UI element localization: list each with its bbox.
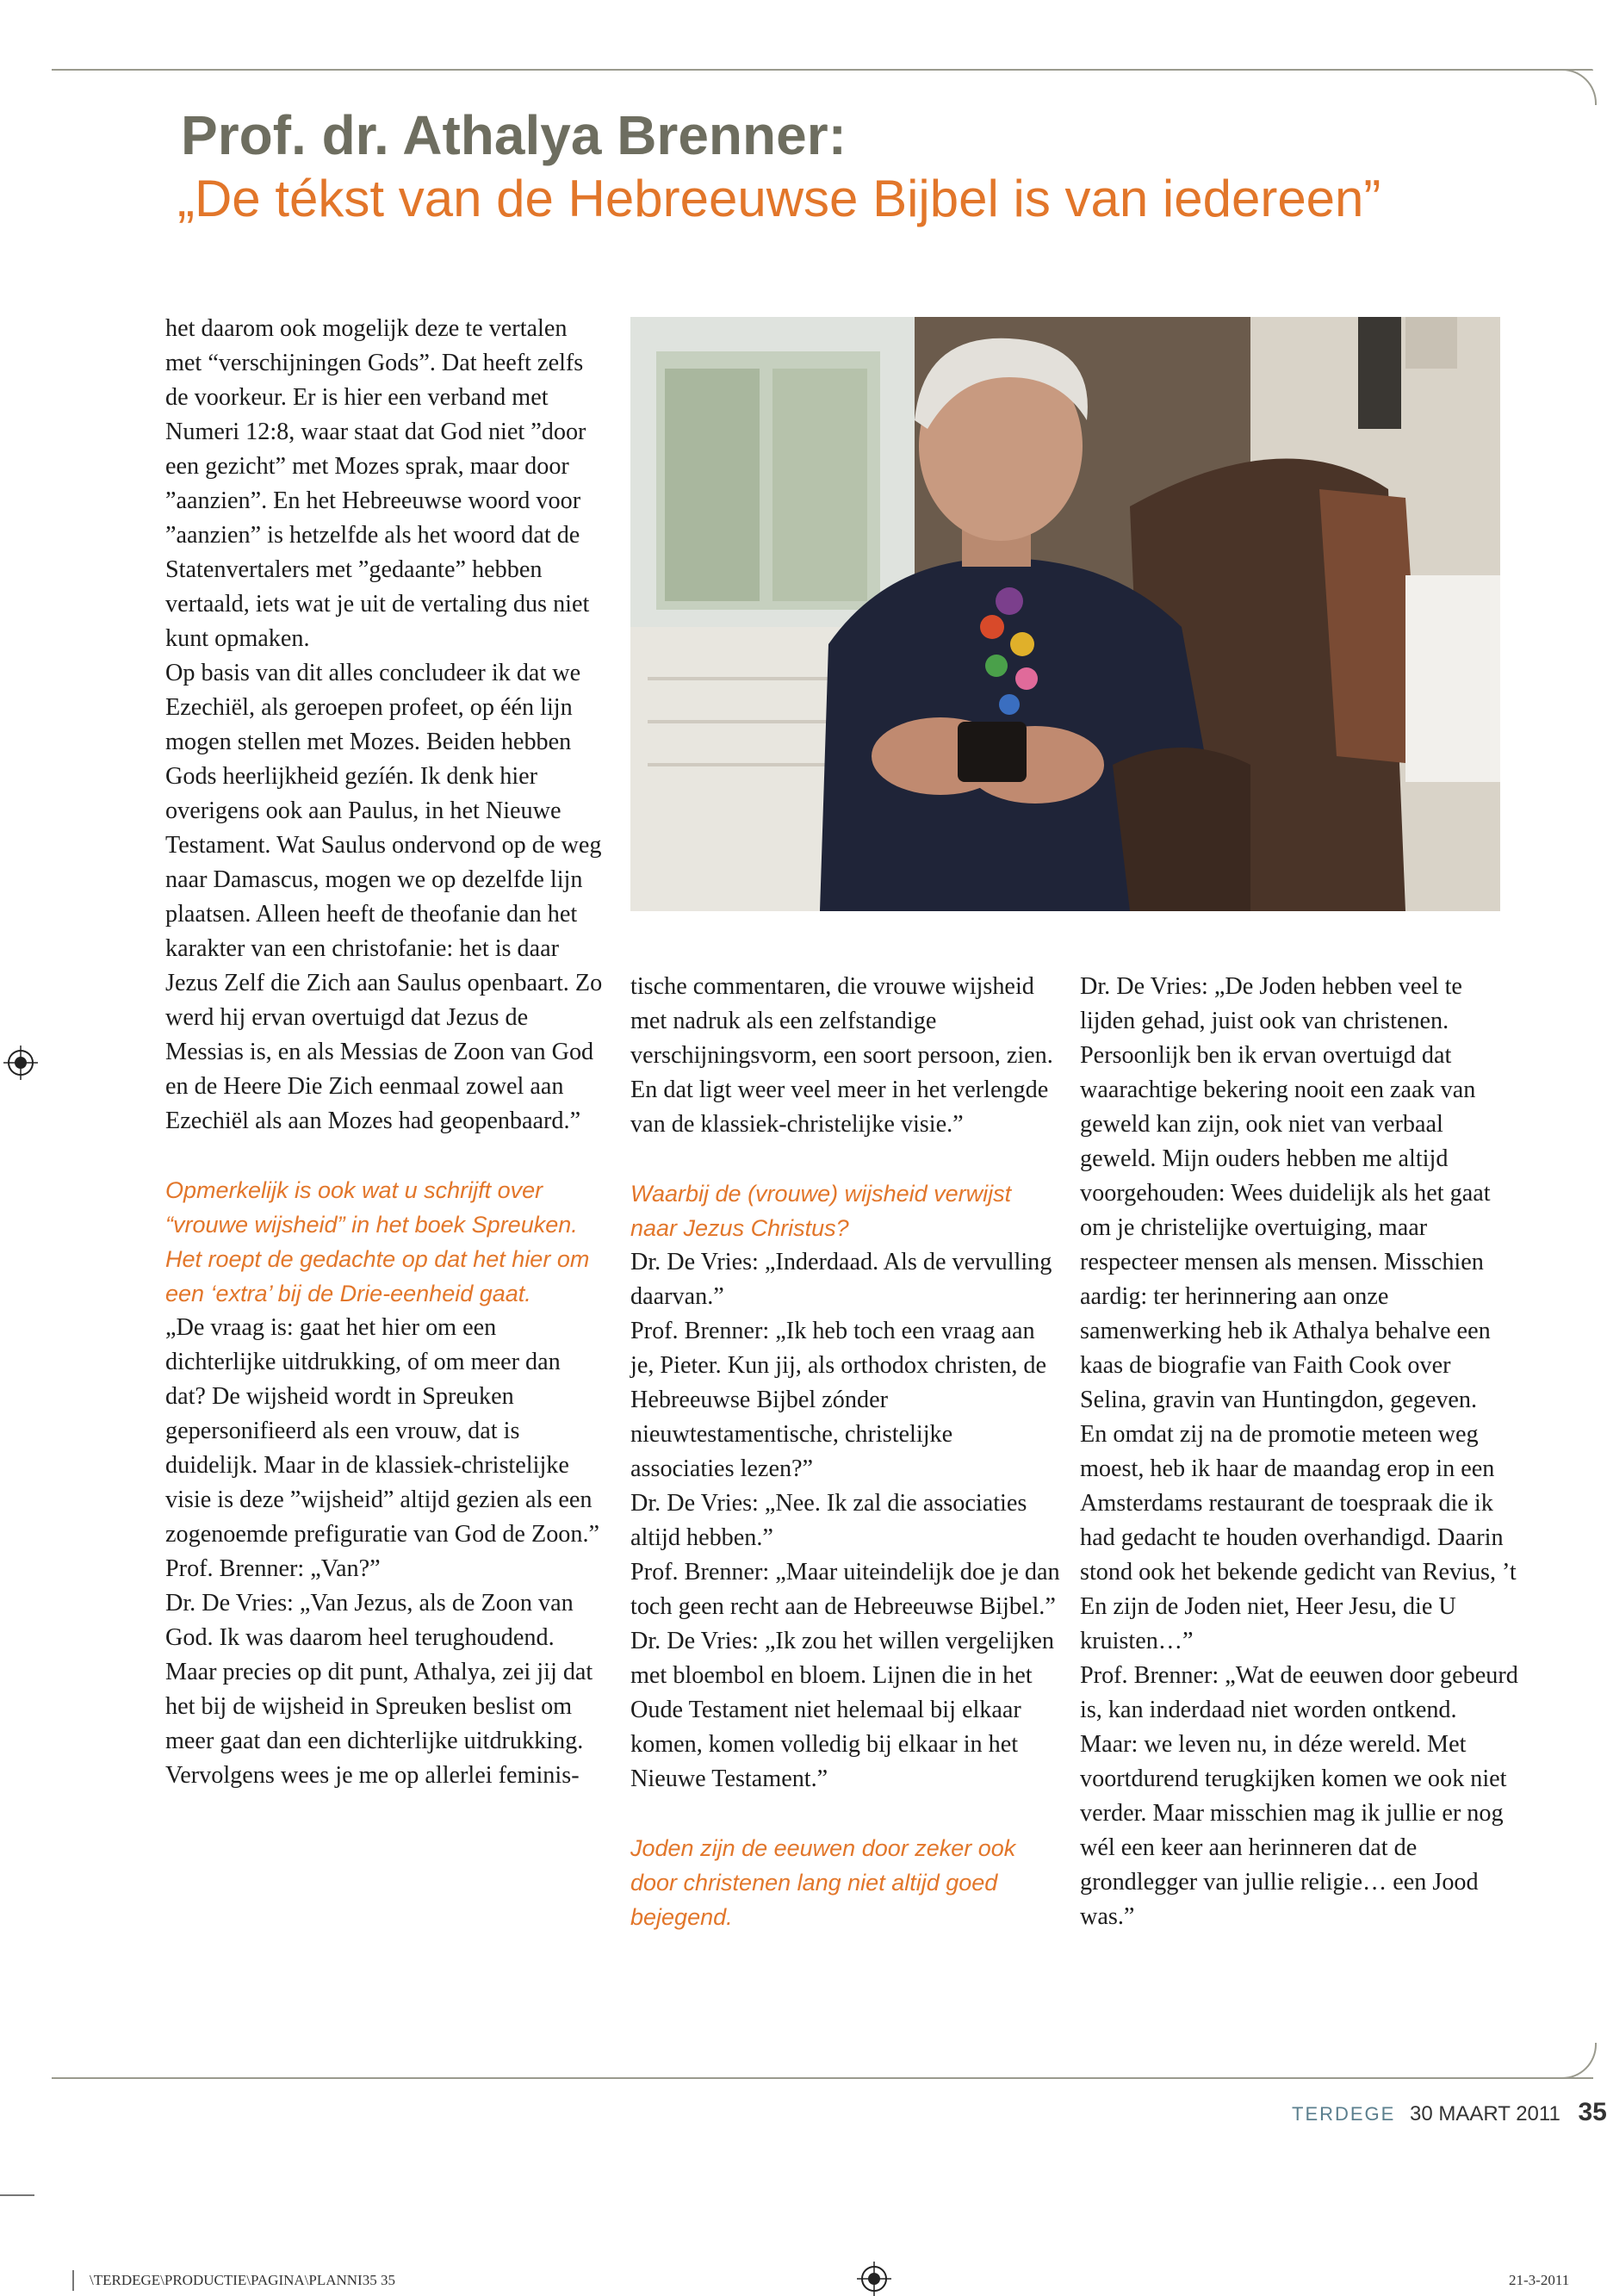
- paragraph: Prof. Brenner: „Van?”: [165, 1555, 381, 1582]
- paragraph: Dr. De Vries: „Ik zou het willen vergelijken met bloembol en bloem. Lijnen die in het Oude Testament niet helemaal bij elkaar komen, komen volledig bij elkaar in het Nieuwe Testament.”: [630, 1628, 1054, 1792]
- paragraph: Dr. De Vries: „De Joden hebben veel te lijden gehad, juist ook van christenen. Persoonlijk ben ik ervan overtuigd dat waarachtige bekering nooit een zaak van geweld kan zijn, ook niet van verbaal geweld. Mijn ouders hebben me altijd voorgehouden: Wees duidelijk als het gaat om je christelijke overtuiging, maar respecteer mensen als mensen. Misschien aardig: ter herinnering aan onze samenwerking heb ik Athalya behalve een kaas de biografie van Faith Cook over Selina, gravin van Huntingdon, gegeven.: [1080, 973, 1491, 1413]
- paragraph: Dr. De Vries: „Van Jezus, als de Zoon van God. Ik was daarom heel terughoudend. Maar precies op dit punt, Athalya, zei jij dat het bij de wijsheid in Spreuken beslist om meer gaat dan een dichterlijke uitdrukking. Vervolgens wees je me op allerlei feminis-: [165, 1590, 593, 1789]
- paragraph: Op basis van dit alles concludeer ik dat we Ezechiël, als geroepen profeet, op één lijn mogen stellen met Mozes. Beiden hebben Gods heerlijkheid gezíén. Ik denk hier overigens ook aan Paulus, in het Nieuwe Testament. Wat Saulus ondervond op de weg naar Damascus, mogen we op dezelfde lijn plaatsen. Alleen heeft de theofanie dan het karakter van een christofanie: het is daar Jezus Zelf die Zich aan Saulus openbaart. Zo werd hij ervan overtuigd dat Jezus de Messias is, en als Messias de Zoon van God en de Heere Die Zich eenmaal zowel aan Ezechiël als aan Mozes had geopenbaard.”: [165, 660, 603, 1134]
- paragraph: En omdat zij na de promotie meteen weg moest, heb ik haar de maandag erop in een Amsterdams restaurant de toespraak die ik had gedacht te houden overhandigd. Daarin stond ook het bekende gedicht van Revius, ’t En zijn de Joden niet, Heer Jesu, die U kruisten…”: [1080, 1421, 1517, 1654]
- crop-mark: [0, 2194, 34, 2196]
- text-column-2: [630, 970, 1061, 1934]
- registration-mark-icon: [3, 1046, 38, 1080]
- paragraph: het daarom ook mogelijk deze te vertalen met “verschijningen Gods”. Dat heeft zelfs de voorkeur. Er is hier een verband met Numeri 12:8, waar staat dat God niet ”door een gezicht” met Mozes sprak, maar door ”aanzien”. En het Hebreeuwse woord voor ”aanzien” is hetzelfde als het woord dat de Statenvertalers met ”gedaante” hebben vertaald, iets wat je uit de vertaling dus niet kunt opmaken.: [165, 315, 590, 652]
- registration-mark-icon: [857, 2262, 891, 2296]
- subheadline: „De tékst van de Hebreeuwse Bijbel is van iedereen”: [177, 170, 1381, 227]
- interview-question: Joden zijn de eeuwen door zeker ook door christenen lang niet altijd goed bejegend.: [630, 1835, 1016, 1930]
- paragraph: Dr. De Vries: „Inderdaad. Als de vervulling daarvan.”: [630, 1249, 1052, 1310]
- paragraph: Prof. Brenner: „Maar uiteindelijk doe je dan toch geen recht aan de Hebreeuwse Bijbel.”: [630, 1559, 1060, 1620]
- paragraph: tische commentaren, die vrouwe wijsheid met nadruk als een zelfstandige verschijningsvorm, een soort persoon, zien. En dat ligt weer veel meer in het verlengde van de klassiek-christelijke visie.”: [630, 973, 1053, 1138]
- headline: Prof. dr. Athalya Brenner:: [181, 104, 847, 166]
- paragraph: „De vraag is: gaat het hier om een dichterlijke uitdrukking, of om meer dan dat? De wijsheid wordt in Spreuken gepersonifieerd als een vrouw, dat is duidelijk. Maar in de klassiek-christelijke visie is deze ”wijsheid” altijd gezien als een zogenoemde prefiguratie van God de Zoon.”: [165, 1314, 600, 1548]
- bottom-rule: [52, 2077, 1593, 2079]
- magazine-name: TERDEGE: [1292, 2103, 1396, 2125]
- text-column-3: [1080, 970, 1519, 1934]
- portrait-photo: [630, 317, 1500, 911]
- slug-date: 21-3-2011: [1509, 2272, 1570, 2288]
- interview-question: Waarbij de (vrouwe) wijsheid verwijst naar Jezus Christus?: [630, 1181, 1012, 1241]
- paragraph: Prof. Brenner: „Wat de eeuwen door gebeurd is, kan inderdaad niet worden ontkend. Maar: we leven nu, in déze wereld. Met voortdurend terugkijken komen we ook niet verder. Maar misschien mag ik jullie er nog wél een keer aan herinneren dat de grondlegger van jullie religie… een Jood was.”: [1080, 1662, 1518, 1930]
- portrait-image: [630, 317, 1500, 911]
- page-number: 35: [1578, 2098, 1607, 2126]
- paragraph: Prof. Brenner: „Ik heb toch een vraag aan je, Pieter. Kun jij, als orthodox christen, de Hebreeuwse Bijbel zónder nieuwtestamentische, christelijke associaties lezen?”: [630, 1318, 1047, 1482]
- paragraph: Dr. De Vries: „Nee. Ik zal die associaties altijd hebben.”: [630, 1490, 1027, 1551]
- top-rule: [52, 69, 1593, 71]
- page-footer: [1292, 2098, 1607, 2127]
- text-column-1: [165, 312, 605, 1793]
- issue-date: 30 MAART 2011: [1410, 2102, 1560, 2125]
- interview-question: Opmerkelijk is ook wat u schrijft over “vrouwe wijsheid” in het boek Spreuken. Het roept de gedachte op dat het hier om een ‘extra’ bij de Drie-eenheid gaat.: [165, 1177, 590, 1306]
- crop-mark: [72, 2270, 74, 2291]
- slug-path: \TERDEGE\PRODUCTIE\PAGINA\PLANNI35 35: [90, 2272, 395, 2288]
